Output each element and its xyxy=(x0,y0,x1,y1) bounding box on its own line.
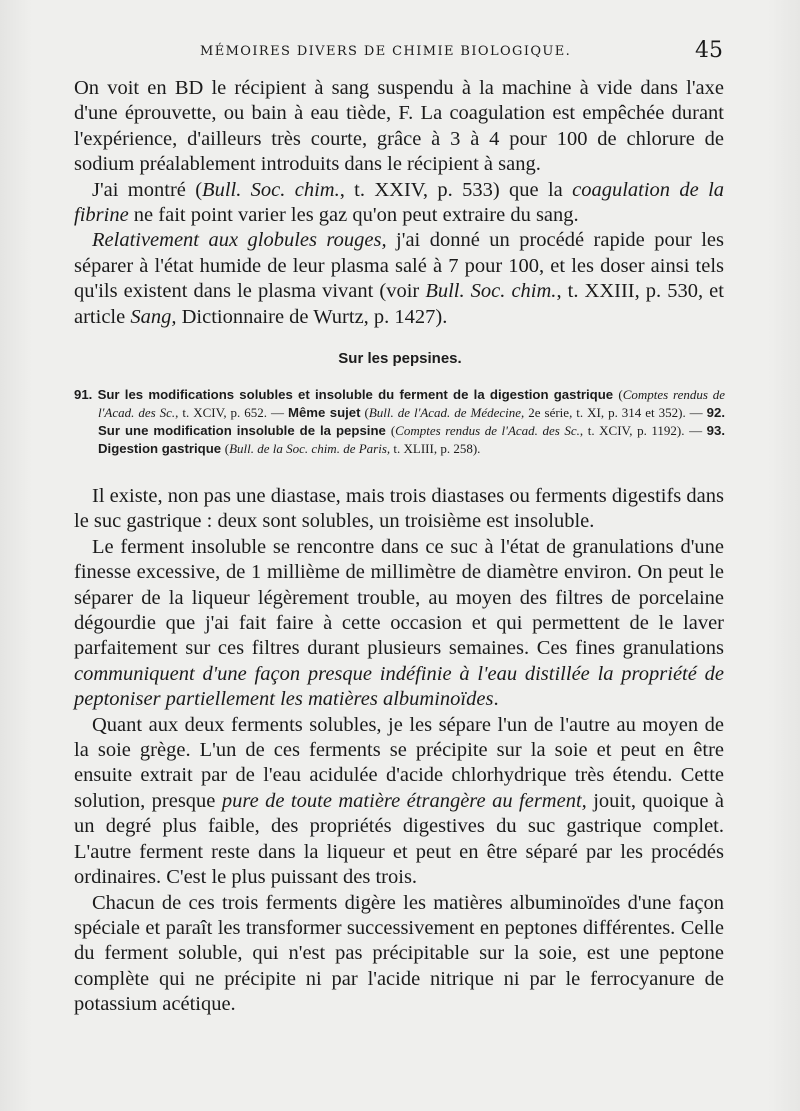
paragraph-peptones: Chacun de ces trois ferments digère les matières albuminoïdes d'une façon spéciale et paraît les transformer successivement en peptones différentes. Celle du ferment soluble, qui n'est pas précipitable sur la soie, est une peptone complète qui ne précipite ni par l'acide nitrique ni par le ferrocyanure de potassium acétique. xyxy=(74,891,724,1016)
bibliography-entry: 91. Sur les modifications solubles et insoluble du ferment de la digestion gastrique (Comptes rendus de l'Acad. des Sc., t. XCIV, p. 652. — Même sujet (Bull. de l'Acad. de Médecine, 2e série, t. XI, p. 314 et 352). — 92. Sur une modification insoluble de la pepsine (Comptes rendus de l'Acad. des Sc., t. XCIV, p. 1192). — 93. Digestion gastrique (Bull. de la Soc. chim. de Paris, t. XLIII, p. 258). xyxy=(74,387,725,457)
paragraph-soluble-ferments: Quant aux deux ferments solubles, je les sépare l'un de l'autre au moyen de la soie grège. L'un de ces ferments se précipite sur la soie et peut en être ensuite extrait par de l'eau acidulée d'acide chlorhydrique très étendu. Cette solution, presque pure de toute matière étrangère au ferment, jouit, quoique à un degré plus faible, des propriétés digestives du suc gastrique complet. L'autre ferment reste dans la liqueur et peut en être séparé par les procédés ordinaires. C'est le plus puissant des trois. xyxy=(74,713,724,889)
paragraph-recipient: On voit en BD le récipient à sang suspendu à la machine à vide dans l'axe d'une éprouvette, ou bain à eau tiède, F. La coagulation est empêchée durant l'expérience, d'ailleurs très courte, grâce à 3 à 4 pour 100 de chlorure de sodium préalablement introduits dans le récipient à sang. xyxy=(74,77,724,176)
text-block-bottom xyxy=(74,484,724,1018)
paragraph-coagulation: J'ai montré (Bull. Soc. chim., t. XXIV, p. 533) que la coagulation de la fibrine ne fait point varier les gaz qu'on peut extraire du sang. xyxy=(74,178,725,227)
text-block-top xyxy=(74,76,724,330)
paragraph-insoluble-ferment: Le ferment insoluble se rencontre dans ce suc à l'état de granulations d'une finesse excessive, de 1 millième de millimètre de diamètre environ. On peut le séparer de la liqueur légèrement trouble, au moyen des filtres de porcelaine dégourdie que j'ai fait faire à cette occasion et qui permettent de le laver parfaitement sur ces filtres durant plusieurs semaines. Ces fines granulations communiquent d'une façon presque indéfinie à l'eau distillée la propriété de peptoniser partiellement les matières albuminoïdes. xyxy=(74,535,724,711)
paragraph-diastases: Il existe, non pas une diastase, mais trois diastases ou ferments digestifs dans le suc gastrique : deux sont solubles, un troisième est insoluble. xyxy=(74,485,724,533)
paragraph-globules: Relativement aux globules rouges, j'ai donné un procédé rapide pour les séparer à l'état humide de leur plasma salé à 7 pour 100, et les doser ainsi tels qu'ils existent dans le plasma vivant (voir Bull. Soc. chim., t. XXIII, p. 530, et article Sang, Dictionnaire de Wurtz, p. 1427). xyxy=(74,229,724,328)
section-title: Sur les pepsines. xyxy=(338,350,462,367)
page-number: 45 xyxy=(695,38,723,63)
running-head: MÉMOIRES DIVERS DE CHIMIE BIOLOGIQUE. xyxy=(200,44,572,59)
